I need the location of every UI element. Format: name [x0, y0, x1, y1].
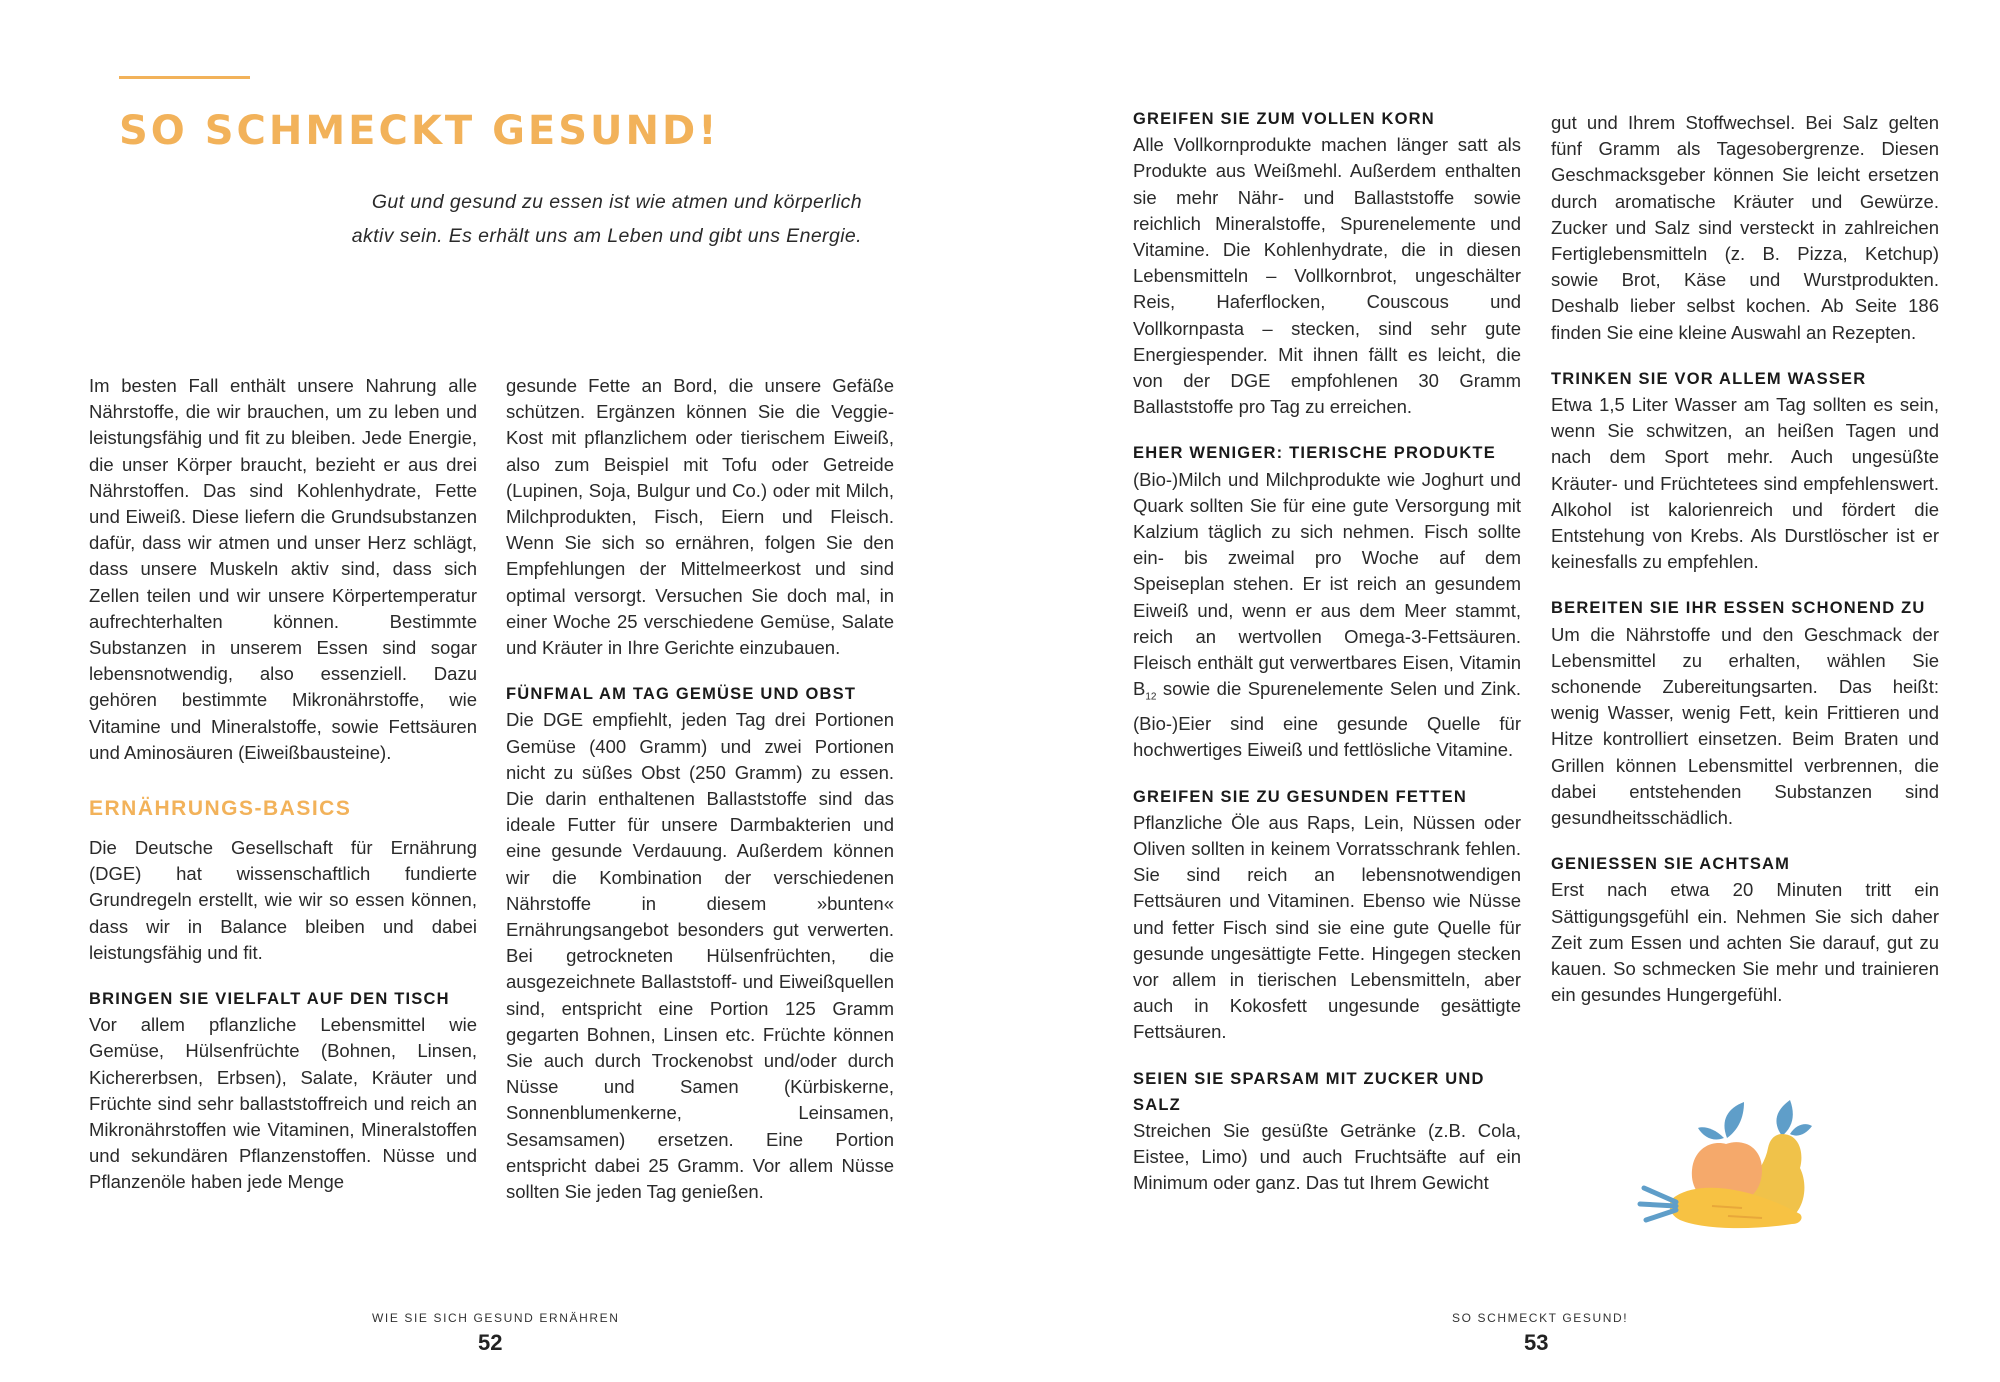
- paragraph: (Bio-)Milch und Milchprodukte wie Joghurt und Quark sollten Sie für eine gute Versorgung mit Kalzium täglich zu sich nehmen. Fisch sollte ein- bis zweimal pro Woche auf dem Speiseplan stehen. Er ist reich an gesundem Eiweiß und, wenn er aus dem Meer stammt, reich an wertvollen Omega-3-Fettsäuren. Fleisch enthält gut verwertbares Eisen, Vitamin $B_{12}$ sowie die Spurenelemente Selen und Zink. (Bio-)Eier sind eine gesunde Quelle für hochwertiges Eiweiß und fettlösliche Vitamine.: [1133, 468, 1521, 761]
- paragraph: Alle Vollkornprodukte machen länger satt als Produkte aus Weißmehl. Außerdem enthalten sie mehr Nähr- und Ballaststoffe sowie reichlich Mineralstoffe, Spurenelemente und Vitamine. Die Kohlenhydrate, die in diesen Lebensmitteln – Vollkornbrot, ungeschälter Reis, Haferflocken, Couscous und Vollkornpasta – stecken, sind sehr gute Energiespender. Mit ihnen fällt es leicht, die von der DGE empfohlenen 30 Gramm Ballaststoffe pro Tag zu erreichen.: [1133, 134, 1521, 418]
- paragraph: Pflanzliche Öle aus Raps, Lein, Nüssen oder Oliven sollten in keinem Vorratsschrank fehlen. Sie sind reich an lebensnotwendigen Fettsäuren und Vitaminen. Ebenso wie Nüsse und fetter Fisch sind sie eine gute Quelle für gesunde ungesättigte Fette. Hingegen stecken vor allem in tierischen Lebensmitteln, aber auch in Kokosfett ungesunde gesättigte Fettsäuren.: [1133, 811, 1521, 1043]
- paragraph: Die DGE empfiehlt, jeden Tag drei Portionen Gemüse (400 Gramm) und zwei Portionen nicht zu süßes Obst (250 Gramm) zu essen. Die darin enthaltenen Ballaststoffe sind das ideale Futter für unsere Darmbakterien und eine gesunde Verdauung. Außerdem können wir die Kombination der verschiedenen Nährstoffe in diesem »bunten« Ernährungsangebot besonders gut verwerten. Bei getrockneten Hülsenfrüchten, die ausgezeichnete Ballaststoff- und Eiweißquellen sind, entspricht eine Portion 125 Gramm gegarten Bohnen, Linsen etc. Früchte können Sie auch durch Trockenobst und/oder durch Nüsse und Samen (Kürbiskerne, Sonnenblumenkerne, Leinsamen, Sesamsamen) ersetzen. Eine Portion entspricht dabei 25 Gramm. Vor allem Nüsse sollten Sie jeden Tag genießen.: [506, 709, 894, 1203]
- paragraph: Erst nach etwa 20 Minuten tritt ein Sättigungsgefühl ein. Nehmen Sie sich daher Zeit zum Essen und achten Sie darauf, gut zu kauen. So schmecken Sie mehr und trainieren ein gesundes Hungergefühl.: [1551, 879, 1939, 1006]
- running-footer-right: SO SCHMECKT GESUND!: [1452, 1311, 1629, 1325]
- subheading-korn: GREIFEN SIE ZUM VOLLEN KORN: [1133, 110, 1435, 128]
- paragraph: Etwa 1,5 Liter Wasser am Tag sollten es sein, wenn Sie schwitzen, an heißen Tagen und nach dem Sport mehr. Auch ungesüßte Kräuter- und Früchtetees sind empfehlenswert. Alkohol ist kalorienreich und fördert die Entstehung von Krebs. Als Durstlöscher ist er keinesfalls zu empfehlen.: [1551, 394, 1939, 573]
- paragraph: gesunde Fette an Bord, die unsere Gefäße schützen. Ergänzen können Sie die Veggie-Kost mit pflanzlichem oder tierischem Eiweiß, also zum Beispiel mit Tofu oder Getreide (Lupinen, Soja, Bulgur und Co.) oder mit Milch, Milchprodukten, Fisch, Eiern und Fleisch. Wenn Sie sich so ernähren, folgen Sie den Empfehlungen der Mittelmeerkost und sind optimal versorgt. Versuchen Sie doch mal, in einer Woche 25 verschiedene Gemüse, Salate und Kräuter in Ihre Gerichte einzubauen.: [506, 375, 894, 659]
- right-column-2: [1551, 110, 1939, 1009]
- intro-text: Gut und gesund zu essen ist wie atmen und körperlich aktiv sein. Es erhält uns am Leben und gibt uns Energie.: [351, 191, 862, 247]
- subheading-vielfalt: BRINGEN SIE VIELFALT AUF DEN TISCH: [89, 990, 450, 1009]
- subheading-schonend: BEREITEN SIE IHR ESSEN SCHONEND ZU: [1551, 599, 1926, 618]
- subheading-tierisch: EHER WENIGER: TIERISCHE PRODUKTE: [1133, 444, 1496, 463]
- paragraph: Um die Nährstoffe und den Geschmack der Lebensmittel zu erhalten, wählen Sie schonende Zubereitungsarten. Das heißt: wenig Wasser, wenig Fett, kein Frittieren und Hitze kontrolliert einsetzen. Beim Braten und Grillen können Lebensmittel verbrennen, die dabei entstehenden Substanzen sind gesundheitsschädlich.: [1551, 623, 1939, 829]
- left-column-1: [89, 373, 477, 1196]
- fruit-vegetable-illustration-icon: [1632, 1098, 1836, 1240]
- page-title: SO SCHMECKT GESUND!: [119, 108, 720, 154]
- subheading-zucker: SEIEN SIE SPARSAM MIT ZUCKER UND SALZ: [1133, 1069, 1485, 1114]
- paragraph: Die Deutsche Gesellschaft für Ernährung (DGE) hat wissenschaftlich fundierte Grundregeln erstellt, wie wir so essen können, dass wir in Balance bleiben und dabei leistungsfähig und fit.: [89, 837, 477, 963]
- subheading-wasser: TRINKEN SIE VOR ALLEM WASSER: [1551, 369, 1867, 388]
- section-heading-basics: ERNÄHRUNGS-BASICS: [89, 797, 352, 821]
- subheading-obst: FÜNFMAL AM TAG GEMÜSE UND OBST: [506, 685, 857, 704]
- subheading-fette: GREIFEN SIE ZU GESUNDEN FETTEN: [1133, 787, 1467, 806]
- paragraph: gut und Ihrem Stoffwechsel. Bei Salz gelten fünf Gramm als Tagesobergrenze. Diesen Geschmacksgeber können Sie leicht ersetzen durch aromatische Kräuter und Gewürze. Zucker und Salz sind versteckt in zahlreichen Fertiglebensmitteln (z. B. Pizza, Ketchup) sowie Brot, Käse und Wurstprodukten. Deshalb lieber selbst kochen. Ab Seite 186 finden Sie eine kleine Auswahl an Rezepten.: [1551, 112, 1939, 343]
- subheading-achtsam: GENIESSEN SIE ACHTSAM: [1551, 855, 1791, 874]
- paragraph: Im besten Fall enthält unsere Nahrung alle Nährstoffe, die wir brauchen, um zu leben und leistungsfähig und fit zu bleiben. Jede Energie, die unser Körper braucht, bezieht er aus drei Nährstoffen. Das sind Kohlenhydrate, Fette und Eiweiß. Diese liefern die Grundsubstanzen dafür, dass wir atmen und unser Herz schlägt, dass unsere Muskeln aktiv sind, dass sich Zellen teilen und wir unsere Körpertemperatur aufrechterhalten können. Bestimmte Substanzen in unserem Essen sind sogar lebensnotwendig, also essenziell. Dazu gehören bestimmte Mikronährstoffe, wie Vitamine und Mineralstoffe, sowie Fettsäuren und Aminosäuren (Eiweißbausteine).: [89, 375, 477, 763]
- page-number-left: 52: [478, 1330, 503, 1355]
- page-number-right: 53: [1524, 1330, 1549, 1355]
- right-column-1: [1133, 106, 1521, 1197]
- title-accent-rule: [119, 76, 250, 79]
- left-column-2: [506, 373, 894, 1205]
- running-footer-left: WIE SIE SICH GESUND ERNÄHREN: [372, 1311, 620, 1325]
- paragraph: Vor allem pflanzliche Lebensmittel wie Gemüse, Hülsenfrüchte (Bohnen, Linsen, Kichererbsen, Erbsen), Salate, Kräuter und Früchte sind sehr ballaststoffreich und reich an Mikronährstoffen wie Vitaminen, Mineralstoffen und sekundären Pflanzenstoffen. Nüsse und Pflanzenöle haben jede Menge: [89, 1014, 477, 1193]
- paragraph: Streichen Sie gesüßte Getränke (z.B. Cola, Eistee, Limo) und auch Fruchtsäfte auf ein Minimum oder ganz. Das tut Ihrem Gewicht: [1133, 1120, 1521, 1194]
